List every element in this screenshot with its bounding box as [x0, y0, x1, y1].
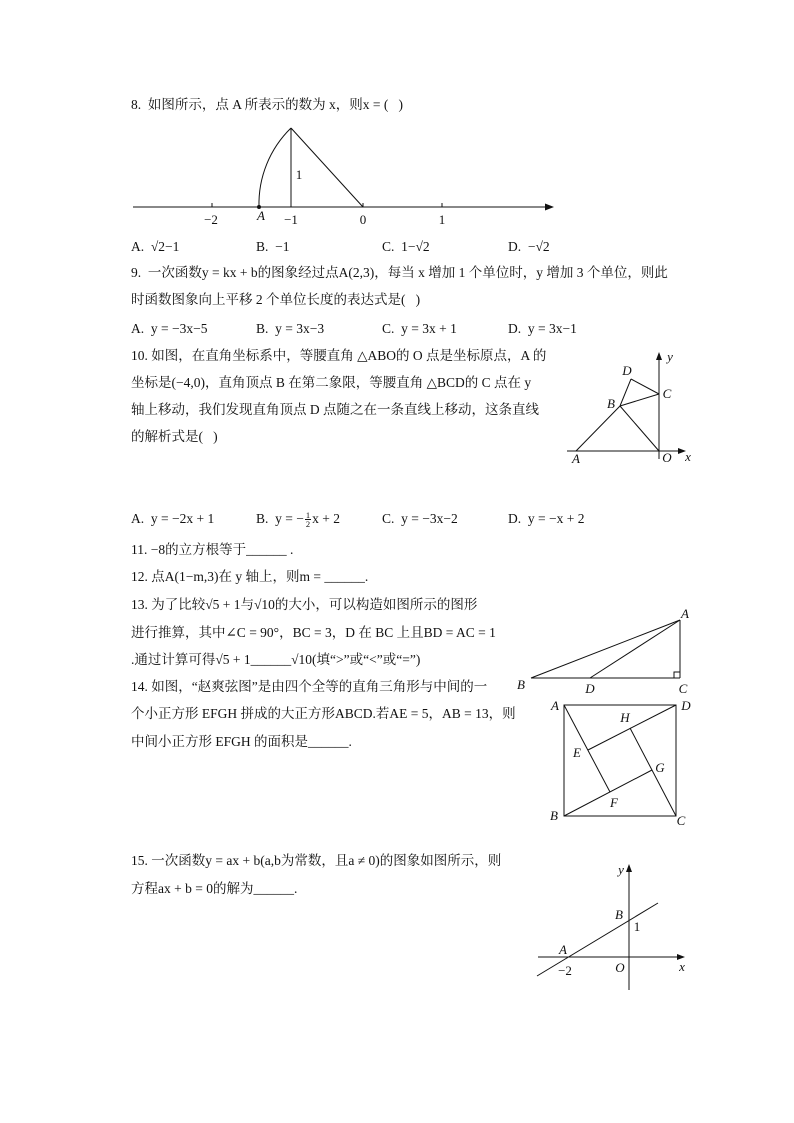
q8-option-d: D. −√2 [508, 239, 550, 254]
segment-bo [620, 406, 659, 451]
q8-option-a: A. √2−1 [131, 239, 180, 254]
q12-stem: 12. 点A(1−m,3)在 y 轴上，则m = ______. [131, 569, 369, 584]
fraction-numerator: 1 [305, 510, 311, 521]
label-c: C [662, 386, 672, 401]
right-angle-mark [674, 672, 680, 678]
fraction-denominator: 2 [305, 519, 311, 530]
label-c: C [678, 681, 688, 696]
q8-option-b: B. −1 [256, 239, 290, 254]
label-b: B [615, 907, 623, 922]
number-line-arrow [545, 204, 554, 211]
q14-zhao-shuang-figure [550, 698, 691, 828]
label-point-a: A [257, 208, 265, 223]
y-axis-arrow [656, 352, 662, 360]
segment-bd [620, 379, 631, 406]
q10-option-c: C. y = −3x−2 [382, 511, 458, 526]
q13-stem-line-1: 13. 为了比较√5 + 1与√10的大小，可以构造如图所示的图形 [131, 597, 478, 612]
compass-arc [259, 128, 291, 207]
label-g: G [655, 760, 665, 775]
q10-stem-line-4: 的解析式是( ) [131, 429, 218, 444]
q8-number-line-figure [133, 128, 554, 227]
q14-stem-line-2: 个小正方形 EFGH 拼成的大正方形ABCD.若AE = 5，AB = 13，则 [131, 706, 516, 721]
q10-stem-line-3: 轴上移动，我们发现直角顶点 D 点随之在一条直线上移动，这条直线 [131, 402, 539, 417]
label-y: y [667, 349, 673, 364]
label-a: A [559, 942, 567, 957]
label-b: B [517, 677, 525, 692]
q9-stem-line-2: 时函数图象向上平移 2 个单位长度的表达式是( ) [131, 292, 421, 307]
label-d: D [622, 363, 632, 378]
segment-ad [590, 620, 680, 678]
function-line [537, 903, 658, 976]
label-minus-2: −2 [558, 963, 572, 978]
q9-option-a: A. y = −3x−5 [131, 321, 208, 336]
label-x: x [679, 959, 685, 974]
label-h: H [620, 710, 630, 725]
label-1: 1 [438, 212, 446, 227]
q14-stem-line-1: 14. 如图，“赵爽弦图”是由四个全等的直角三角形与中间的一 [131, 679, 488, 694]
label-y: y [618, 862, 624, 877]
q10-option-b-prefix: B. y = − [256, 511, 304, 526]
side-ab [531, 620, 680, 678]
label-leg-length: 1 [295, 167, 303, 182]
q10-stem-line-1: 10. 如图，在直角坐标系中，等腰直角 △ABO的 O 点是坐标原点，A 的 [131, 348, 547, 363]
label-e: E [573, 745, 581, 760]
q8-stem: 8. 如图所示，点 A 所表示的数为 x，则x = ( ) [131, 97, 403, 112]
segment-ab [576, 406, 620, 451]
q14-stem-line-3: 中间小正方形 EFGH 的面积是______. [131, 734, 352, 749]
label-d: D [585, 681, 595, 696]
label-b: B [550, 808, 558, 823]
label-f: F [610, 795, 618, 810]
q10-coordinate-figure [567, 349, 691, 466]
line-b-to-g [564, 770, 652, 816]
line-d-to-e [588, 705, 676, 750]
q15-stem-line-2: 方程ax + b = 0的解为______. [131, 881, 298, 896]
line-c-to-h [630, 728, 676, 816]
segment-bc [620, 394, 659, 406]
label-x: x [685, 449, 691, 464]
q13-triangle-figure [517, 606, 689, 696]
q8-option-c: C. 1−√2 [382, 239, 430, 254]
label-d: D [681, 698, 691, 713]
q15-stem-line-1: 15. 一次函数y = ax + b(a,b为常数，且a ≠ 0)的图象如图所示，则 [131, 853, 502, 868]
q10-stem-line-2: 坐标是(−4,0)，直角顶点 B 在第二象限，等腰直角 △BCD的 C 点在 y [131, 375, 532, 390]
q9-option-b: B. y = 3x−3 [256, 321, 325, 336]
label-b: B [607, 396, 615, 411]
q9-option-d: D. y = 3x−1 [508, 321, 577, 336]
label-a: A [572, 451, 580, 466]
label-a: A [681, 606, 689, 621]
q10-option-b-suffix: x + 2 [312, 511, 340, 526]
q13-stem-line-3: .通过计算可得√5 + 1______√10(填“>”或“<”或“=”) [131, 652, 421, 667]
label-minus-2: −2 [204, 212, 218, 227]
q9-stem-line-1: 9. 一次函数y = kx + b的图象经过点A(2,3)，每当 x 增加 1 个单位时，y 增加 3 个单位，则此 [131, 265, 668, 280]
q10-option-a: A. y = −2x + 1 [131, 511, 215, 526]
label-minus-1: −1 [284, 212, 298, 227]
label-o: O [662, 450, 672, 465]
q11-stem: 11. −8的立方根等于______ . [131, 542, 294, 557]
q15-function-graph [537, 862, 685, 990]
label-a: A [551, 698, 559, 713]
q10-option-d: D. y = −x + 2 [508, 511, 585, 526]
y-axis-arrow [626, 864, 632, 872]
line-a-to-f [564, 705, 610, 792]
segment-dc [631, 379, 659, 394]
label-o: O [615, 960, 625, 975]
q13-stem-line-2: 进行推算，其中∠C = 90°，BC = 3，D 在 BC 上且BD = AC = 1 [131, 625, 496, 640]
label-c: C [676, 813, 686, 828]
label-0: 0 [359, 212, 367, 227]
label-1: 1 [633, 919, 641, 934]
q9-option-c: C. y = 3x + 1 [382, 321, 457, 336]
